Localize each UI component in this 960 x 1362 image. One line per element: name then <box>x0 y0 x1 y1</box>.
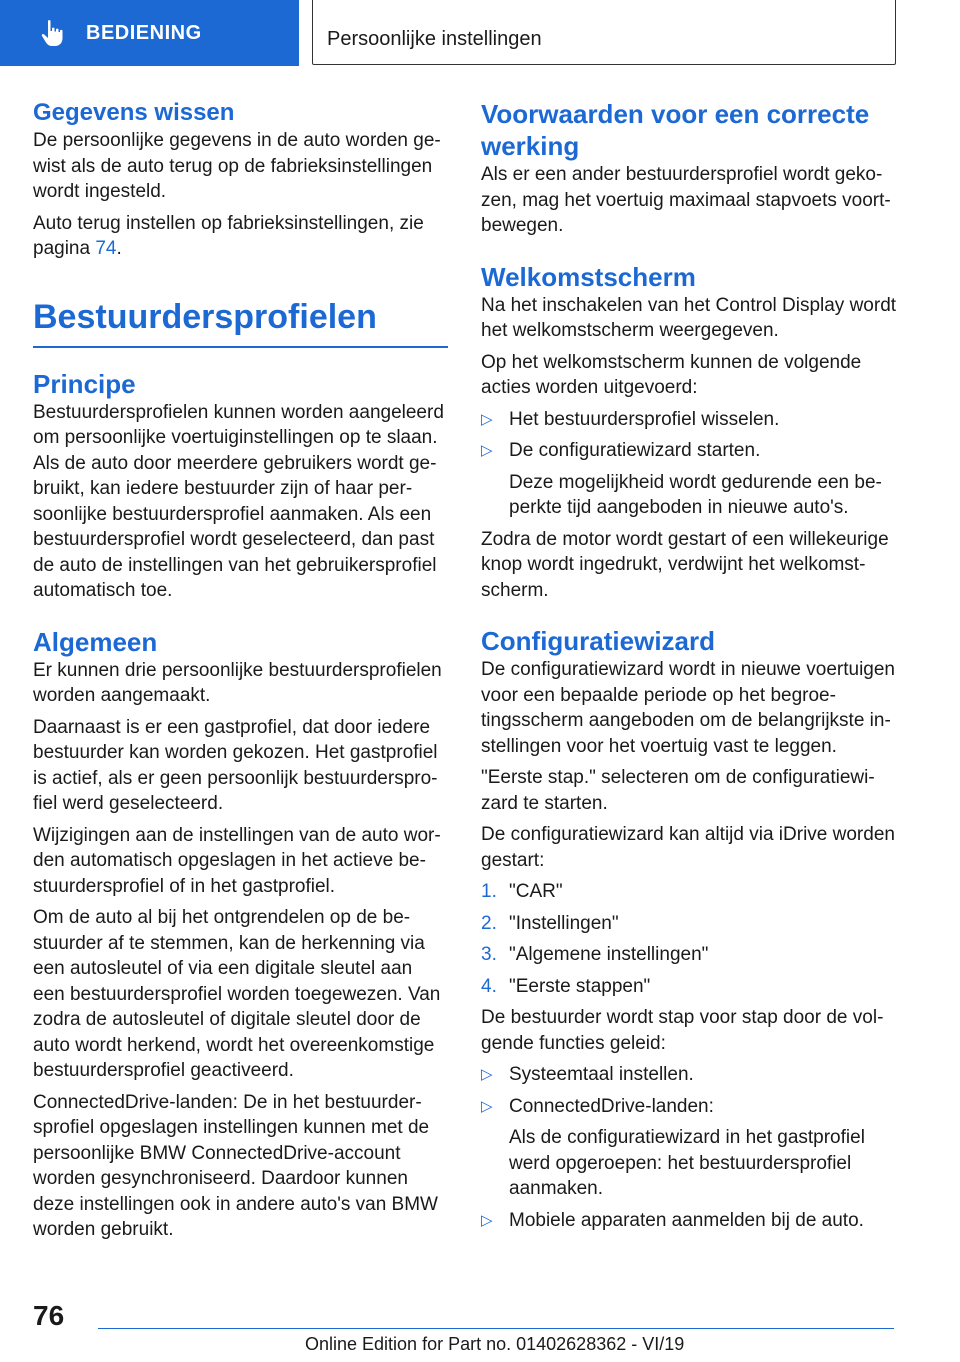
bullet-list <box>481 1062 901 1233</box>
paragraph: Wijzigingen aan de instellingen van de auto worden automatisch opgeslagen in het actieve bestuurdersprofiel of in het gastprofiel. <box>33 824 441 897</box>
triangle-bullet-icon: ▷ <box>481 1211 493 1229</box>
paragraph-text: . <box>116 238 122 259</box>
list-item-text: "Algemene instellingen" <box>509 944 709 965</box>
breadcrumb <box>312 0 896 65</box>
list-item <box>481 438 901 521</box>
section-tab[interactable] <box>0 0 299 66</box>
paragraph: De persoonlijke gegevens in de auto worden gewist als de auto terug op de fabrieksinstellingen wordt ingesteld. <box>33 130 441 202</box>
heading-configuratiewizard: Configuratiewizard <box>481 626 716 656</box>
paragraph-text: Auto terug instellen op fabrieksinstellingen, zie pagina <box>33 212 424 259</box>
list-number: 4. <box>481 975 497 997</box>
list-item-text: ConnectedDrive-landen: <box>509 1095 714 1117</box>
footer-edition: Online Edition for Part no. 01402628362 - VI/19 <box>305 1334 685 1354</box>
paragraph: "Eerste stap." selecteren om de configuratiewizard te starten. <box>481 767 875 814</box>
paragraph: Na het inschakelen van het Control Display wordt het welkomstscherm weergegeven. <box>481 294 897 341</box>
paragraph: Daarnaast is er een gastprofiel, dat door iedere bestuurder kan worden gekozen. Het gastprofiel is actief, als er geen persoonlijk bestuurdersprofiel werd geselecteerd. <box>33 716 438 814</box>
paragraph: Als er een ander bestuurdersprofiel wordt gekozen, mag het voertuig maximaal stapvoets voortbewegen. <box>481 164 891 236</box>
page-header <box>0 0 960 66</box>
numbered-list <box>481 879 901 999</box>
list-number: 1. <box>481 881 497 902</box>
list-item-text: "CAR" <box>509 881 563 902</box>
heading-bestuurdersprofielen: Bestuurdersprofielen <box>33 294 448 348</box>
list-item <box>481 879 901 905</box>
page-number: 76 <box>33 1300 65 1331</box>
list-item <box>481 1094 901 1202</box>
paragraph: ConnectedDrive-landen: De in het bestuurdersprofiel opgeslagen instellingen kunnen met de persoonlijke BMW ConnectedDrive-account worden gesynchroniseerd. Daardoor kunnen deze instellingen ook in andere auto's van BMW worden gebruikt. <box>33 1091 438 1240</box>
paragraph <box>33 211 448 262</box>
heading-gegevens-wissen: Gegevens wissen <box>33 99 235 126</box>
triangle-bullet-icon: ▷ <box>481 1097 493 1115</box>
list-item-text: "Eerste stappen" <box>509 975 651 997</box>
paragraph: Zodra de motor wordt gestart of een willekeurige knop wordt ingedrukt, verdwijnt het welkomstscherm. <box>481 528 889 601</box>
list-item <box>481 407 901 433</box>
left-column <box>33 98 448 1249</box>
heading-welkomstscherm: Welkomstscherm <box>481 261 696 292</box>
list-item <box>481 1062 901 1088</box>
list-item <box>481 974 901 1000</box>
breadcrumb-label: Persoonlijke instellingen <box>327 28 542 50</box>
footer-divider <box>98 1328 894 1329</box>
list-item <box>481 1208 901 1234</box>
right-column <box>481 98 901 1239</box>
page-link[interactable]: 74 <box>95 238 117 259</box>
paragraph: Bestuurdersprofielen kunnen worden aangeleerd om persoonlijke voertuiginstellingen op te slaan. Als de auto door meerdere gebruikers wordt gebruikt, kan iedere bestuurder zijn of haar persoonlijke bestuurdersprofiel aanmaken. Als een bestuurdersprofiel wordt geselecteerd, dan past de auto de instellingen van het gebruikersprofiel automatisch toe. <box>33 401 444 601</box>
list-item-subtext: Deze mogelijkheid wordt gedurende een beperkte tijd aangeboden in nieuwe auto's. <box>509 471 882 518</box>
list-item-subtext: Als de configuratiewizard in het gastprofiel werd opgeroepen: het bestuurdersprofiel aanmaken. <box>509 1127 865 1199</box>
triangle-bullet-icon: ▷ <box>481 442 493 459</box>
list-item <box>481 942 901 968</box>
hand-pointer-icon <box>38 18 68 48</box>
list-item-text: De configuratiewizard starten. <box>509 440 761 461</box>
list-item-text: Mobiele apparaten aanmelden bij de auto. <box>509 1209 864 1231</box>
heading-algemeen: Algemeen <box>33 626 158 657</box>
section-tab-label: BEDIENING <box>86 21 202 44</box>
list-number: 3. <box>481 944 497 965</box>
paragraph: De bestuurder wordt stap voor stap door de volgende functies geleid: <box>481 1007 884 1054</box>
bullet-list <box>481 407 901 521</box>
paragraph: De configuratiewizard wordt in nieuwe voertuigen voor een bepaalde periode op het begroetingsscherm aangeboden om de belangrijkste instellingen voor het voertuig vast te leggen. <box>481 659 896 757</box>
triangle-bullet-icon: ▷ <box>481 1066 493 1083</box>
triangle-bullet-icon: ▷ <box>481 410 493 428</box>
list-item-text: Het bestuurdersprofiel wisselen. <box>509 408 780 430</box>
heading-principe: Principe <box>33 368 136 399</box>
paragraph: Er kunnen drie persoonlijke bestuurdersprofielen worden aangemaakt. <box>33 659 442 706</box>
heading-voorwaarden: Voorwaarden voor een correcte werking <box>481 99 870 161</box>
list-number: 2. <box>481 912 497 934</box>
paragraph: Om de auto al bij het ontgrendelen op de bestuurder af te stemmen, kan de herkenning via een autosleutel of via een digitale sleutel aan een bestuurdersprofiel worden toegewezen. Van zodra de autosleutel of digitale sleutel door de auto wordt herkend, wordt het overeenkomstige bestuurdersprofiel geactiveerd. <box>33 907 441 1081</box>
list-item <box>481 911 901 937</box>
paragraph: De configuratiewizard kan altijd via iDrive worden gestart: <box>481 824 895 871</box>
list-item-text: Systeemtaal instellen. <box>509 1064 694 1085</box>
paragraph: Op het welkomstscherm kunnen de volgende acties worden uitgevoerd: <box>481 351 862 398</box>
list-item-text: "Instellingen" <box>509 912 619 934</box>
